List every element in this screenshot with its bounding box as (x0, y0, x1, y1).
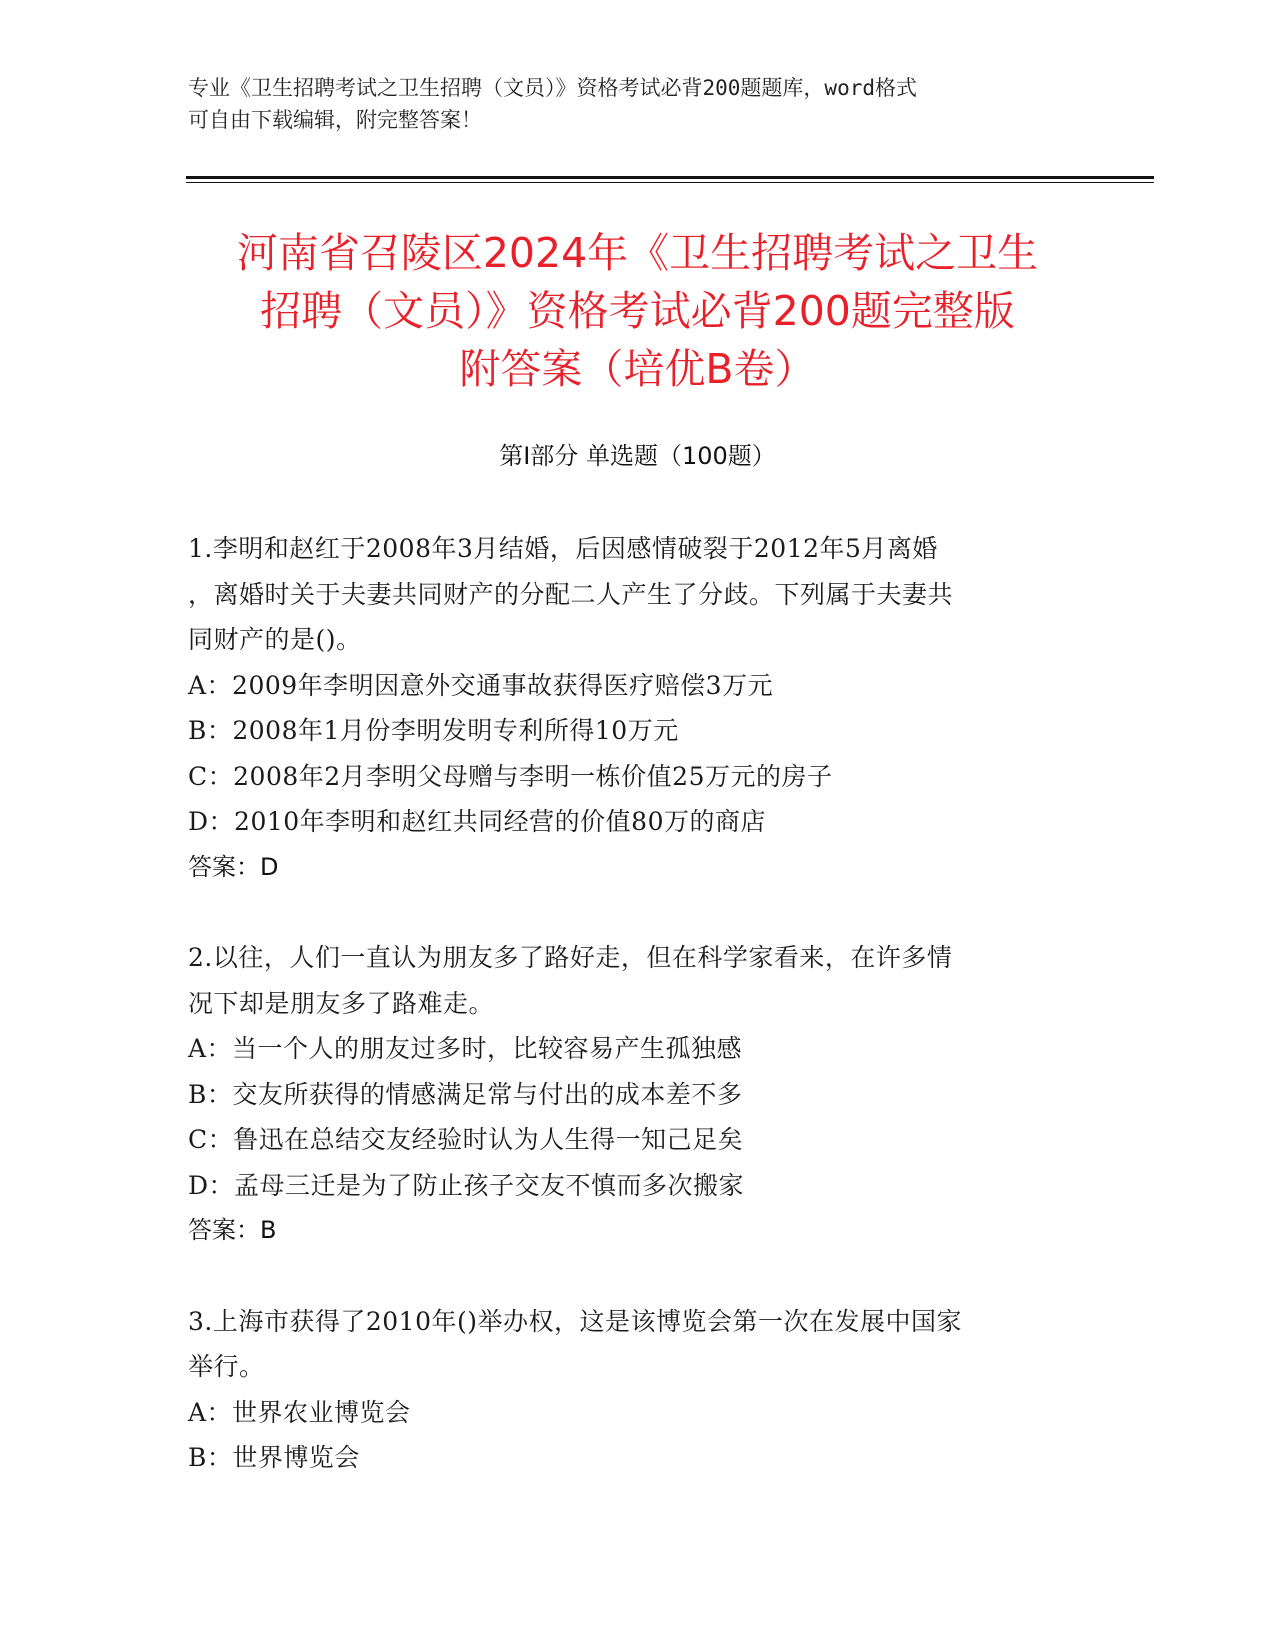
option-b: B：交友所获得的情感满足常与付出的成本差不多 (188, 1079, 743, 1109)
question-stem-line: 3.上海市获得了2010年()举办权，这是该博览会第一次在发展中国家 (188, 1306, 962, 1336)
question-3 (188, 1299, 1088, 1481)
title-line: 招聘（文员）》资格考试必背200题完整版 (260, 287, 1015, 335)
question-list (188, 526, 1088, 1526)
answer-label: 答案：D (188, 852, 279, 881)
header-rule-thin (186, 182, 1154, 183)
header-note (188, 72, 1068, 136)
question-stem-line: 况下却是朋友多了路难走。 (188, 988, 495, 1018)
document-title (150, 224, 1125, 398)
header-note-line: 专业《卫生招聘考试之卫生招聘（文员）》资格考试必背200题题库，word格式 (188, 76, 917, 100)
option-b: B：2008年1月份李明发明专利所得10万元 (188, 716, 679, 745)
option-d: D：2010年李明和赵红共同经营的价值80万的商店 (188, 807, 766, 836)
header-rule-thick (186, 176, 1154, 179)
option-c: C：鲁迅在总结交友经验时认为人生得一知己足矣 (188, 1125, 744, 1154)
option-a: A：当一个人的朋友过多时，比较容易产生孤独感 (188, 1034, 743, 1063)
question-stem-line: 同财产的是()。 (188, 625, 362, 654)
question-2 (188, 935, 1088, 1254)
option-c: C：2008年2月李明父母赠与李明一栋价值25万元的房子 (188, 761, 833, 791)
option-d: D：孟母三迁是为了防止孩子交友不慎而多次搬家 (188, 1170, 745, 1200)
question-stem-line: 1.李明和赵红于2008年3月结婚，后因感情破裂于2012年5月离婚 (188, 534, 938, 563)
option-a: A：世界农业博览会 (188, 1397, 411, 1427)
option-b: B：世界博览会 (188, 1443, 360, 1472)
option-a: A：2009年李明因意外交通事故获得医疗赔偿3万元 (188, 670, 774, 700)
title-line: 附答案（培优B卷） (459, 345, 816, 393)
question-stem-line: ，离婚时关于夫妻共同财产的分配二人产生了分歧。下列属于夫妻共 (188, 579, 954, 609)
header-note-line: 可自由下载编辑，附完整答案！ (188, 108, 482, 132)
question-1 (188, 526, 1088, 890)
answer-label: 答案：B (188, 1216, 277, 1244)
title-line: 河南省召陵区2024年《卫生招聘考试之卫生 (236, 229, 1039, 277)
section-title: 第Ⅰ部分 单选题（100题） (499, 442, 776, 470)
question-stem-line: 举行。 (188, 1352, 265, 1381)
question-stem-line: 2.以往，人们一直认为朋友多了路好走，但在科学家看来，在许多情 (188, 943, 953, 972)
